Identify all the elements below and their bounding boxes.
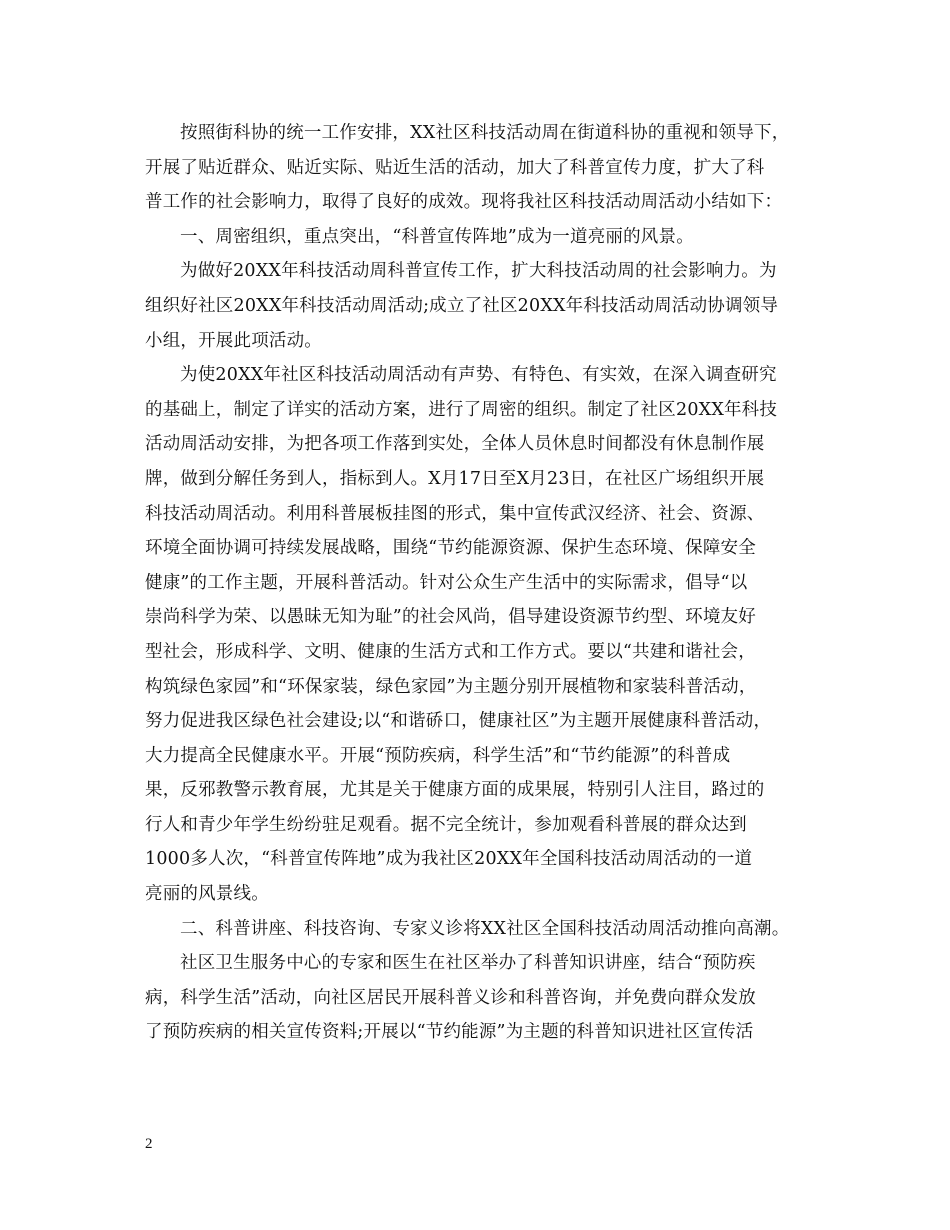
text-line: 亮丽的风景线。 (145, 884, 269, 905)
text-line: 努力促进我区绿色社会建设;以“和谐硚口，健康社区”为主题开展健康科普活动， (145, 711, 772, 732)
text-line: 病，科学生活”活动，向社区居民开展科普义诊和科普咨询，并免费向群众发放 (145, 987, 756, 1008)
document-body (145, 116, 815, 1050)
text-line: 社区卫生服务中心的专家和医生在社区举办了科普知识讲座，结合“预防疾 (180, 953, 756, 974)
text-line: 二、科普讲座、科技咨询、专家义诊将XX社区全国科技活动周活动推向高潮。 (180, 918, 790, 939)
text-line: 构筑绿色家园”和“环保家装，绿色家园”为主题分别开展植物和家装科普活动， (145, 676, 757, 697)
text-line: 型社会，形成科学、文明、健康的生活方式和工作方式。要以“共建和谐社会， (145, 641, 756, 662)
text-line: 大力提高全民健康水平。开展“预防疾病，科学生活”和“节约能源”的科普成 (145, 745, 731, 766)
text-line: 一、周密组织，重点突出，“科普宣传阵地”成为一道亮丽的风景。 (180, 226, 694, 247)
text-line: 科技活动周活动。利用科普展板挂图的形式，集中宣传武汉经济、社会、资源、 (145, 503, 765, 524)
text-line: 果，反邪教警示教育展，尤其是关于健康方面的成果展，特别引人注目，路过的 (145, 780, 765, 801)
text-line: 为使20XX年社区科技活动周活动有声势、有特色、有实效，在深入调查研究 (180, 365, 777, 386)
text-line: 的基础上，制定了详实的活动方案，进行了周密的组织。制定了社区20XX年科技 (145, 399, 778, 420)
text-line: 行人和青少年学生纷纷驻足观看。据不完全统计，参加观看科普展的群众达到 (145, 814, 747, 835)
text-line: 健康”的工作主题，开展科普活动。针对公众生产生活中的实际需求，倡导“以 (145, 572, 748, 593)
text-line: 了预防疾病的相关宣传资料;开展以“节约能源”为主题的科普知识进社区宣传活 (145, 1022, 754, 1043)
text-line: 开展了贴近群众、贴近实际、贴近生活的活动，加大了科普宣传力度，扩大了科 (145, 157, 765, 178)
text-line: 崇尚科学为荣、以愚昧无知为耻”的社会风尚，倡导建设资源节约型、环境友好 (145, 607, 756, 628)
text-line: 环境全面协调可持续发展战略，围绕“节约能源资源、保护生态环境、保障安全 (145, 538, 756, 559)
page-number: 2 (145, 1136, 153, 1152)
text-line: 按照街科协的统一工作安排，XX社区科技活动周在街道科协的重视和领导下， (180, 123, 790, 143)
text-line: 1000多人次，“科普宣传阵地”成为我社区20XX年全国科技活动周活动的一道 (145, 849, 753, 870)
text-line: 普工作的社会影响力，取得了良好的成效。现将我社区科技活动周活动小结如下： (145, 192, 783, 213)
text-line: 组织好社区20XX年科技活动周活动;成立了社区20XX年科技活动周活动协调领导 (145, 295, 779, 316)
text-line: 为做好20XX年科技活动周科普宣传工作，扩大科技活动周的社会影响力。为 (180, 261, 777, 282)
text-line: 小组，开展此项活动。 (145, 330, 322, 351)
text-line: 牌，做到分解任务到人，指标到人。X月17日至X月23日，在社区广场组织开展 (145, 468, 765, 489)
text-line: 活动周活动安排，为把各项工作落到实处，全体人员休息时间都没有休息制作展 (145, 434, 765, 455)
